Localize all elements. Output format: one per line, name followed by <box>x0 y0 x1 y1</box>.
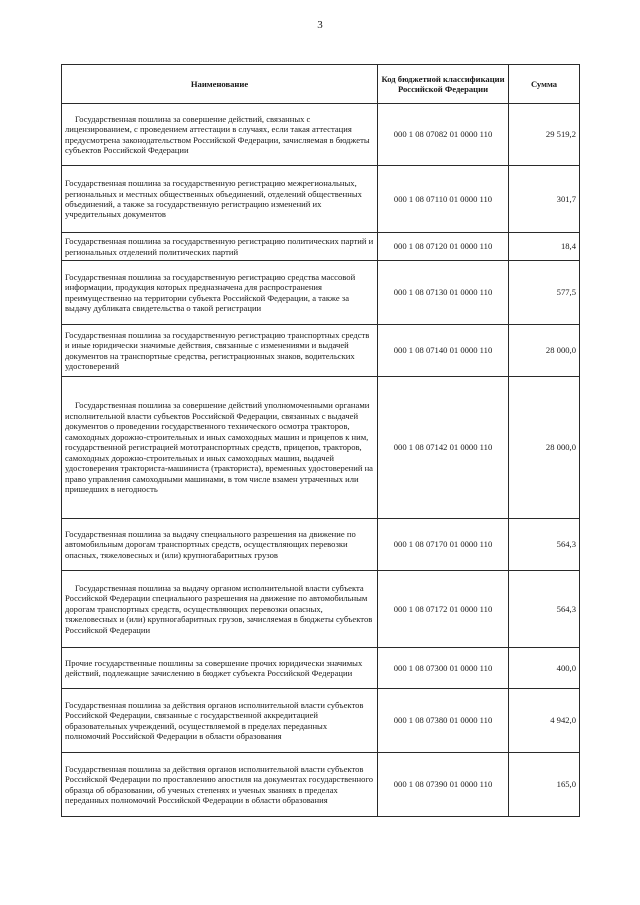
row-code-cell: 000 1 08 07170 01 0000 110 <box>378 519 509 571</box>
row-name-cell: Государственная пошлина за совершение действий, связанных с лицензированием, с проведением аттестации в случаях, если такая аттестация предусмотрена законодательством Российской Федерации, зачисляемая в бюджеты субъектов Российской Федерации <box>62 104 378 166</box>
table-row <box>62 519 580 571</box>
row-sum-cell: 564,3 <box>509 571 580 648</box>
row-name-cell: Государственная пошлина за действия органов исполнительной власти субъектов Российской Федерации по проставлению апостиля на документах государственного образца об образовании, об ученых степенях и ученых званиях в пределах переданных полномочий Российской Федерации в области образования <box>62 753 378 817</box>
row-code-cell: 000 1 08 07130 01 0000 110 <box>378 261 509 325</box>
row-name-cell: Государственная пошлина за выдачу органом исполнительной власти субъекта Российской Федерации специального разрешения на движение по автомобильным дорогам транспортных средств, осуществляющих перевозки опасных, тяжеловесных и (или) крупногабаритных грузов, зачисляемая в бюджеты субъектов Российской Федерации <box>62 571 378 648</box>
row-sum-cell: 28 000,0 <box>509 377 580 519</box>
row-sum-cell: 18,4 <box>509 233 580 261</box>
row-sum-cell: 301,7 <box>509 166 580 233</box>
table-row <box>62 104 580 166</box>
table-row <box>62 753 580 817</box>
row-name-cell: Государственная пошлина за совершение действий уполномоченными органами исполнительной власти субъектов Российской Федерации, связанных с выдачей документов о проведении государственного технического осмотра тракторов, самоходных дорожно-строительных и иных самоходных машин и прицепов к ним, государственной регистрацией мототранспортных средств, прицепов, тракторов, самоходных дорожно-строительных и иных самоходных машин, выдачей удостоверения тракториста-машиниста (тракториста), временных удостоверений на право управления самоходными машинами, в том числе взамен утраченных или пришедших в негодность <box>62 377 378 519</box>
row-name-cell: Государственная пошлина за государственную регистрацию транспортных средств и иные юридически значимые действия, связанные с изменениями и выдачей документов на транспортные средства, регистрационных знаков, водительских удостоверений <box>62 325 378 377</box>
row-code-cell: 000 1 08 07380 01 0000 110 <box>378 689 509 753</box>
row-name-cell: Государственная пошлина за государственную регистрацию межрегиональных, региональных и местных общественных объединений, отделений общественных объединений, а также за государственную регистрацию изменений их учредительных документов <box>62 166 378 233</box>
row-code-cell: 000 1 08 07110 01 0000 110 <box>378 166 509 233</box>
row-name-cell: Прочие государственные пошлины за совершение прочих юридически значимых действий, подлежащие зачислению в бюджет субъекта Российской Федерации <box>62 648 378 689</box>
table-row <box>62 689 580 753</box>
header-code: Код бюджетной классификации Российской Федерации <box>378 65 509 104</box>
budget-revenue-table <box>61 64 580 817</box>
table-header-row <box>62 65 580 104</box>
row-sum-cell: 400,0 <box>509 648 580 689</box>
row-code-cell: 000 1 08 07172 01 0000 110 <box>378 571 509 648</box>
row-code-cell: 000 1 08 07082 01 0000 110 <box>378 104 509 166</box>
row-sum-cell: 564,3 <box>509 519 580 571</box>
row-code-cell: 000 1 08 07120 01 0000 110 <box>378 233 509 261</box>
row-sum-cell: 4 942,0 <box>509 689 580 753</box>
row-code-cell: 000 1 08 07140 01 0000 110 <box>378 325 509 377</box>
row-name-cell: Государственная пошлина за выдачу специального разрешения на движение по автомобильным дорогам транспортных средств, осуществляющих перевозки опасных, тяжеловесных и (или) крупногабаритных грузов <box>62 519 378 571</box>
table-row <box>62 261 580 325</box>
page-number: 3 <box>317 19 323 31</box>
row-name-cell: Государственная пошлина за государственную регистрацию политических партий и региональных отделений политических партий <box>62 233 378 261</box>
table-row <box>62 571 580 648</box>
row-code-cell: 000 1 08 07142 01 0000 110 <box>378 377 509 519</box>
header-name: Наименование <box>62 65 378 104</box>
row-name-cell: Государственная пошлина за действия органов исполнительной власти субъектов Российской Федерации, связанные с государственной аккредитацией образовательных учреждений, осуществляемой в пределах переданных полномочий Российской Федерации в области образования <box>62 689 378 753</box>
table-row <box>62 648 580 689</box>
row-sum-cell: 29 519,2 <box>509 104 580 166</box>
row-sum-cell: 165,0 <box>509 753 580 817</box>
header-sum: Сумма <box>509 65 580 104</box>
row-name-cell: Государственная пошлина за государственную регистрацию средства массовой информации, продукция которых предназначена для распространения преимущественно на территории субъекта Российской Федерации, а также за выдачу дубликата свидетельства о такой регистрации <box>62 261 378 325</box>
row-sum-cell: 577,5 <box>509 261 580 325</box>
table-row <box>62 233 580 261</box>
table-row <box>62 377 580 519</box>
table-row <box>62 166 580 233</box>
row-code-cell: 000 1 08 07300 01 0000 110 <box>378 648 509 689</box>
row-code-cell: 000 1 08 07390 01 0000 110 <box>378 753 509 817</box>
table-row <box>62 325 580 377</box>
row-sum-cell: 28 000,0 <box>509 325 580 377</box>
